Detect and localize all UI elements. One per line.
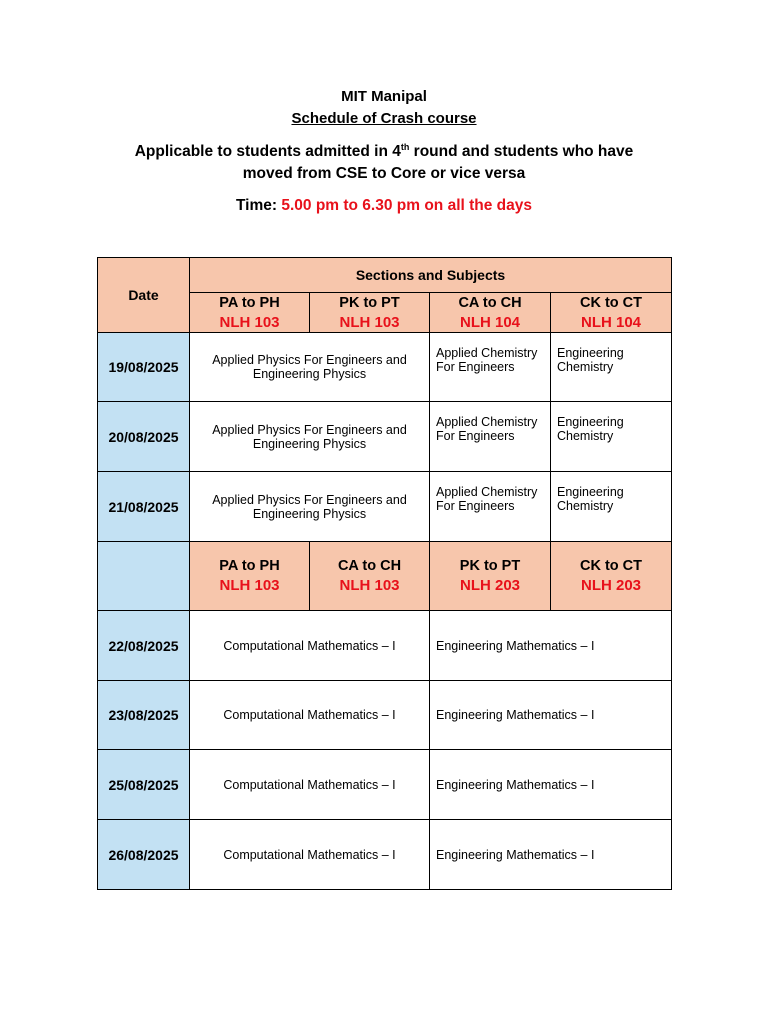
computational-math-cell: Computational Mathematics – I	[190, 750, 430, 820]
group-header	[310, 542, 430, 611]
group-header	[551, 542, 672, 611]
date-cell: 23/08/2025	[98, 681, 190, 750]
group-header	[430, 293, 551, 333]
physics-cell: Applied Physics For Engineers and Engineering Physics	[190, 333, 430, 402]
institution-title: MIT Manipal	[341, 88, 427, 105]
sections-header: Sections and Subjects	[190, 258, 672, 293]
group-room: NLH 203	[580, 577, 642, 594]
applicability-superscript: th	[400, 141, 410, 152]
group-sections: PA to PH	[219, 558, 280, 574]
applicability-note	[0, 141, 768, 185]
applicability-text-3: moved from CSE to Core or vice versa	[242, 165, 526, 182]
chemistry-cell: Engineering Chemistry	[551, 472, 672, 542]
group-sections: PK to PT	[459, 558, 521, 574]
time-label: Time:	[235, 197, 282, 214]
computational-math-cell: Computational Mathematics – I	[190, 681, 430, 750]
date-cell: 25/08/2025	[98, 750, 190, 820]
chemistry-cell: Engineering Chemistry	[551, 402, 672, 472]
group-sections: PA to PH	[219, 294, 280, 311]
document-header	[0, 86, 768, 217]
date-column-header: Date	[98, 258, 190, 333]
chemistry-cell: Applied Chemistry For Engineers	[430, 333, 551, 402]
group-room: NLH 104	[580, 313, 642, 331]
table-row	[98, 681, 672, 750]
schedule-table	[97, 257, 672, 890]
group-sections: CA to CH	[458, 294, 522, 311]
group-header-row-2	[98, 542, 672, 611]
group-room: NLH 103	[339, 313, 400, 331]
group-room: NLH 104	[459, 313, 521, 331]
group-header	[430, 542, 551, 611]
date-cell: 20/08/2025	[98, 402, 190, 472]
applicability-text-2: round and students who have	[409, 143, 634, 160]
physics-cell: Applied Physics For Engineers and Engineering Physics	[190, 472, 430, 542]
group-header	[190, 293, 310, 333]
group-room: NLH 103	[339, 577, 400, 594]
group-room: NLH 103	[219, 313, 280, 331]
table-row	[98, 333, 672, 402]
date-cell: 26/08/2025	[98, 820, 190, 890]
time-value: 5.00 pm to 6.30 pm on all the days	[281, 197, 533, 214]
date-cell: 19/08/2025	[98, 333, 190, 402]
engineering-math-cell: Engineering Mathematics – I	[430, 750, 672, 820]
group-sections: CK to CT	[579, 558, 642, 574]
applicability-text-1: Applicable to students admitted in 4	[134, 143, 401, 160]
table-row	[98, 611, 672, 681]
table-row	[98, 820, 672, 890]
group-sections: CA to CH	[337, 558, 402, 574]
table-row	[98, 750, 672, 820]
date-cell: 21/08/2025	[98, 472, 190, 542]
engineering-math-cell: Engineering Mathematics – I	[430, 820, 672, 890]
physics-cell: Applied Physics For Engineers and Engineering Physics	[190, 402, 430, 472]
group-header	[310, 293, 430, 333]
table-row	[98, 402, 672, 472]
table-row	[98, 472, 672, 542]
group-header	[190, 542, 310, 611]
engineering-math-cell: Engineering Mathematics – I	[430, 611, 672, 681]
header-row	[98, 258, 672, 293]
chemistry-cell: Applied Chemistry For Engineers	[430, 472, 551, 542]
group-room: NLH 203	[459, 577, 521, 594]
chemistry-cell: Applied Chemistry For Engineers	[430, 402, 551, 472]
time-line	[0, 195, 768, 217]
schedule-subtitle: Schedule of Crash course	[291, 110, 477, 127]
group-sections: CK to CT	[579, 294, 642, 311]
date-cell: 22/08/2025	[98, 611, 190, 681]
chemistry-cell: Engineering Chemistry	[551, 333, 672, 402]
group-sections: PK to PT	[339, 294, 400, 311]
engineering-math-cell: Engineering Mathematics – I	[430, 681, 672, 750]
empty-date-cell	[98, 542, 190, 611]
group-header	[551, 293, 672, 333]
computational-math-cell: Computational Mathematics – I	[190, 611, 430, 681]
group-room: NLH 103	[219, 577, 280, 594]
computational-math-cell: Computational Mathematics – I	[190, 820, 430, 890]
